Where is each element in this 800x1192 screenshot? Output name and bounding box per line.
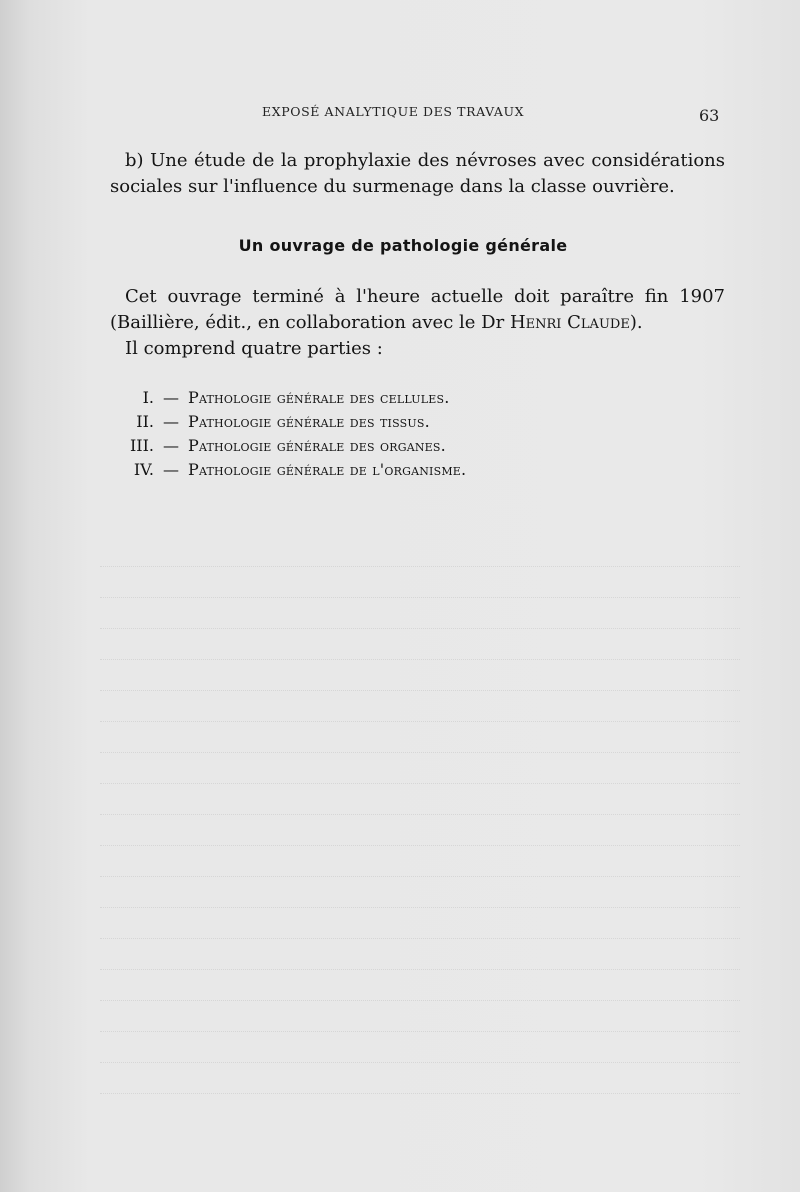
part-dash: — — [163, 436, 179, 455]
part-dash: — — [163, 388, 179, 407]
part-title: Pathologie générale de l'organisme. — [188, 460, 467, 479]
intro-paragraph — [110, 284, 725, 336]
part-title: Pathologie générale des cellules. — [188, 388, 450, 407]
list-item — [110, 458, 466, 482]
intro-text-1: Cet ouvrage terminé à l'heure actuelle doit paraître fin 1907 (Baillière, édit., en collaboration avec le — [110, 286, 725, 333]
part-title: Pathologie générale des tissus. — [188, 412, 430, 431]
comprises-line: Il comprend quatre parties : — [125, 338, 383, 359]
part-number: II. — [136, 412, 154, 431]
part-number: I. — [142, 388, 154, 407]
part-dash: — — [163, 460, 179, 479]
list-item — [110, 386, 466, 410]
list-item — [110, 434, 466, 458]
page-number: 63 — [699, 106, 720, 125]
list-item — [110, 410, 466, 434]
part-title: Pathologie générale des organes. — [188, 436, 446, 455]
part-number: IV. — [133, 460, 154, 479]
intro-text-2: ). — [629, 312, 643, 333]
paragraph-b: b) Une étude de la prophylaxie des névroses avec considérations sociales sur l'influence du surmenage dans la classe ouvrière. — [110, 150, 725, 197]
running-header: EXPOSÉ ANALYTIQUE DES TRAVAUX — [262, 104, 525, 119]
parts-list — [110, 386, 466, 482]
part-dash: — — [163, 412, 179, 431]
part-number: III. — [129, 436, 154, 455]
section-title: Un ouvrage de pathologie générale — [238, 236, 568, 255]
doctor-prefix: Dr — [481, 312, 505, 333]
doctor-name: Henri Claude — [509, 312, 630, 333]
bleed-through-texture — [100, 540, 740, 1140]
